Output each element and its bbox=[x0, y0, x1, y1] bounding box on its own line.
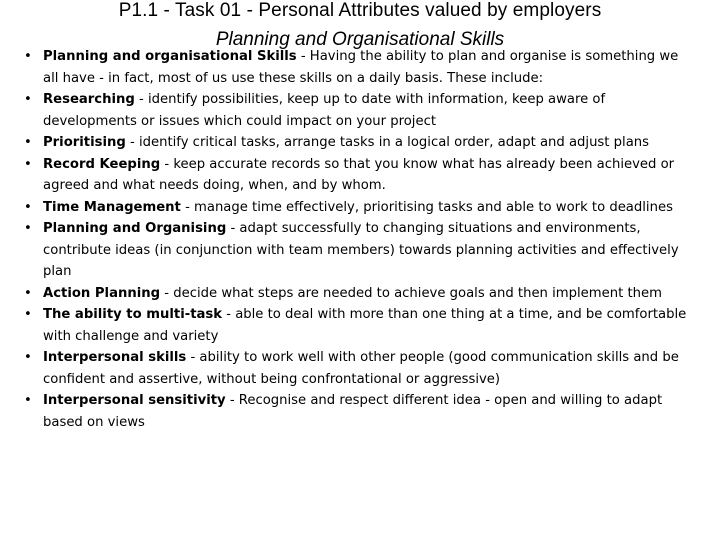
item-term: Interpersonal sensitivity bbox=[43, 393, 226, 408]
slide-subtitle: Planning and Organisational Skills bbox=[215, 29, 505, 50]
list-item bbox=[24, 304, 696, 347]
bullet-icon: • bbox=[24, 156, 32, 172]
bullet-icon: • bbox=[24, 393, 32, 408]
item-text: - identify critical tasks, arrange tasks in a logical order, adapt and adjust plans bbox=[125, 135, 650, 150]
bullet-icon: • bbox=[24, 285, 32, 301]
item-term: Action Planning bbox=[43, 285, 161, 301]
list-item bbox=[24, 390, 696, 433]
bullet-icon: • bbox=[24, 350, 32, 365]
item-text: - adapt successfully to changing situations and environments, contribute ideas (in conjunction with team members) towards planning activities and effectively plan bbox=[43, 221, 679, 279]
list-item bbox=[24, 283, 696, 305]
item-term: Interpersonal skills bbox=[43, 350, 187, 365]
bullet-icon: • bbox=[24, 307, 32, 322]
item-term: Prioritising bbox=[43, 135, 126, 150]
bullet-icon: • bbox=[24, 92, 32, 107]
item-text: - identify possibilities, keep up to date with information, keep aware of developments or issues which could impact on your project bbox=[43, 92, 606, 129]
item-term: The ability to multi-task bbox=[43, 307, 223, 322]
list-item bbox=[24, 154, 696, 197]
item-text: - Recognise and respect different idea - open and willing to adapt based on views bbox=[43, 393, 663, 430]
list-item bbox=[24, 46, 696, 89]
slide-title: P1.1 - Task 01 - Personal Attributes valued by employers bbox=[118, 0, 602, 21]
item-text: - able to deal with more than one thing at a time, and be comfortable with challenge and variety bbox=[43, 307, 687, 344]
bullet-list bbox=[24, 46, 696, 433]
item-text: - Having the ability to plan and organise is something we all have - in fact, most of us use these skills on a daily basis. These include: bbox=[43, 49, 679, 86]
item-text: - decide what steps are needed to achieve goals and then implement them bbox=[160, 285, 662, 301]
bullet-icon: • bbox=[24, 49, 32, 64]
item-text: - keep accurate records so that you know what has already been achieved or agreed and what needs doing, when, and by whom. bbox=[43, 156, 675, 193]
item-text: - ability to work well with other people (good communication skills and be confident and assertive, without being confrontational or aggressive) bbox=[43, 350, 679, 387]
list-item bbox=[24, 132, 696, 154]
list-item bbox=[24, 89, 696, 132]
item-term: Record Keeping bbox=[43, 156, 161, 172]
list-item bbox=[24, 347, 696, 390]
item-term: Planning and organisational Skills bbox=[43, 49, 297, 64]
item-text: - manage time effectively, prioritising tasks and able to work to deadlines bbox=[180, 199, 673, 215]
bullet-icon: • bbox=[24, 199, 32, 215]
list-item bbox=[24, 218, 696, 283]
item-term: Researching bbox=[43, 92, 135, 107]
list-item bbox=[24, 197, 696, 219]
bullet-icon: • bbox=[24, 221, 32, 236]
bullet-icon: • bbox=[24, 135, 32, 150]
item-term: Planning and Organising bbox=[43, 221, 227, 236]
item-term: Time Management bbox=[43, 199, 181, 215]
